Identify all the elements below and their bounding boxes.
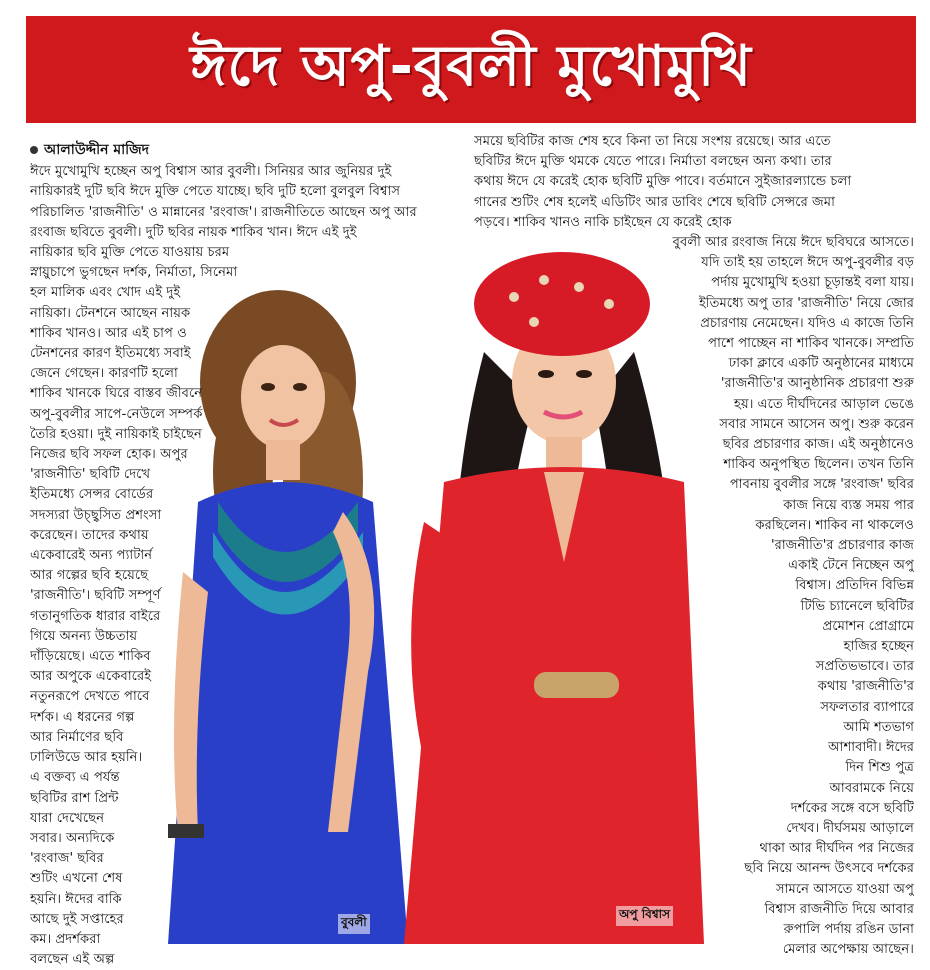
text-line: গিয়ে অনন্য উচ্চতায় — [30, 628, 138, 644]
text-line: রুপালি পর্দায় রঙিন ডানা — [783, 921, 914, 937]
text-line: একাই টেনে নিচ্ছেন অপু — [788, 558, 914, 574]
text-line: 'রাজনীতি'র আনুষ্ঠানিক প্রচারণা শুরু — [720, 376, 914, 392]
caption-bubly: বুবলী — [338, 914, 370, 934]
text-line: ছবিটির ঈদে মুক্তি থমকে যেতে পারে। নির্মাতা বলছেন অন্য কথা। তার — [474, 154, 832, 170]
text-line: হাজির হচ্ছেন — [843, 639, 914, 655]
text-line: ঢাকা ক্লাবে একটি অনুষ্ঠানের মাধ্যমে — [728, 356, 914, 372]
text-line: নায়িকা। টেনশনে আছেন নায়ক — [30, 305, 191, 321]
text-line: ছবির প্রচারণার কাজ। এই অনুষ্ঠানেও — [722, 437, 914, 453]
text-line: আমি শতভাগ — [843, 719, 914, 735]
text-line: বুবলী আর রংবাজ নিয়ে ঈদে ছবিঘরে আসতে। — [672, 235, 914, 251]
text-line: দর্শকের সঙ্গে বসে ছবিটি — [790, 800, 914, 816]
text-line: শাকিব খানকে ঘিরে বাস্তব জীবনে — [30, 386, 203, 402]
text-line: আর অপুকে একেবারেই — [30, 669, 152, 685]
text-line: দিন শিশু পুত্র — [845, 760, 914, 776]
text-line: বিশ্বাস। প্রতিদিন বিভিন্ন — [795, 578, 914, 594]
text-line: সবার। অন্যদিকে — [30, 830, 115, 846]
text-line: শাকিব অনুপস্থিত ছিলেন। তখন তিনি — [723, 457, 914, 473]
text-line: পাশে পাচ্ছেন না শাকিব খানকে। সম্প্রতি — [708, 336, 914, 352]
text-line: সফলতার ব্যাপারে — [820, 699, 914, 715]
text-line: টেনশনের কারণ ইতিমধ্যে সবাই — [30, 346, 191, 362]
text-line: ইতিমধ্যে সেন্সর বোর্ডের — [30, 487, 154, 503]
text-line: যারা দেখেছেন — [30, 810, 105, 826]
text-line: নায়িকারই দুটি ছবি ঈদে মুক্তি পেতে যাচ্ছে। ছবি দুটি হলো বুলবুল বিশ্বাস — [30, 184, 401, 200]
text-line: আর গল্পের ছবি হয়েছে — [30, 568, 149, 584]
text-line: রংবাজ ছবিতে বুবলী। দুটি ছবির নায়ক শাকিব খান। ঈদে এই দুই — [30, 224, 357, 240]
byline-author: আলাউদ্দীন মাজিদ — [44, 142, 150, 158]
text-line: ইতিমধ্যে অপু তার 'রাজনীতি' নিয়ে জোর — [698, 295, 914, 311]
text-line: হয়নি। ঈদের বাকি — [30, 891, 122, 907]
text-line: সদস্যরা উচ্ছ্বসিত প্রশংসা — [30, 507, 162, 523]
text-line: পাবনায় বুবলীর সঙ্গে 'রংবাজ' ছবির — [729, 477, 914, 493]
bullet-icon — [30, 146, 38, 154]
text-line: ঈদে মুখোমুখি হচ্ছেন অপু বিশ্বাস আর বুবলী। সিনিয়র আর জুনিয়র দুই — [30, 164, 392, 180]
text-line: সময়ে ছবিটির কাজ শেষ হবে কিনা তা নিয়ে সংশয় রয়েছে। আর এতে — [474, 134, 831, 149]
text-line: করেছেন। তাদের কথায় — [30, 527, 149, 543]
text-line: গতানুগতিক ধারার বাইরে — [30, 608, 161, 624]
text-line: নিজের ছবি সফল হোক। অপুর — [30, 447, 188, 463]
text-line: দেখব। দীর্ঘসময় আড়ালে — [786, 820, 914, 836]
text-line: সবার সামনে আসেন অপু। শুরু করেন — [719, 416, 914, 432]
text-line: আবরামকে নিয়ে — [829, 780, 914, 796]
text-line: হল মালিক এবং খোদ এই দুই — [30, 285, 181, 301]
text-line: 'রাজনীতি'র প্রচারণার কাজ — [770, 538, 914, 554]
text-line: পরিচালিত 'রাজনীতি' ও মান্নানের 'রংবাজ'। রাজনীতিতে আছেন অপু আর — [30, 204, 417, 220]
text-line: পড়বে। শাকিব খানও নাকি চাইছেন যে করেই হোক — [474, 214, 732, 230]
text-line: শুটিং এখনো শেষ — [30, 871, 123, 887]
text-line: জেনে গেছেন। কারণটি হলো — [30, 366, 178, 382]
text-line: আশাবাদী। ঈদের — [828, 740, 914, 756]
text-line: পর্দায় মুখোমুখি হওয়া চূড়ান্তই বলা যায়। — [711, 275, 914, 291]
text-line: প্রচারণায় নেমেছেন। যদিও এ কাজে তিনি — [700, 315, 914, 331]
text-line: কথায় ঈদে যে করেই হোক ছবিটি মুক্তি পাবে। বর্তমানে সুইজারল্যান্ডে চলা — [474, 174, 852, 190]
text-line: হয়। এতে দীর্ঘদিনের আড়াল ভেঙে — [734, 396, 914, 412]
text-line: তৈরি হওয়া। দুই নায়িকাই চাইছেন — [30, 426, 202, 442]
text-line: আছে দুই সপ্তাহের — [30, 911, 124, 927]
text-line: একেবারেই অন্য প্যাটার্ন — [30, 548, 153, 564]
text-line: দাঁড়িয়েছে। এতে শাকিব — [30, 649, 151, 665]
text-line: 'রাজনীতি'। ছবিটি সম্পূর্ণ — [30, 588, 161, 604]
text-line: প্রমোশন প্রোগ্রামে — [822, 618, 914, 634]
text-line: ঢালিউডে আর হয়নি। — [30, 750, 143, 766]
text-line: কাজ নিয়ে ব্যস্ত সময় পার — [783, 497, 914, 513]
caption-apu-biswas: অপু বিশ্বাস — [616, 906, 673, 926]
text-line: দর্শক। এ ধরনের গল্প — [30, 709, 135, 725]
text-line: থাকা আর দীর্ঘদিন পর নিজের — [759, 841, 914, 857]
text-line: 'রংবাজ' ছবির — [30, 851, 104, 867]
text-line: অপু-বুবলীর সাপে-নেউলে সম্পর্ক — [30, 406, 203, 422]
article-column-right — [474, 132, 914, 958]
text-line: বলছেন এই অল্প — [30, 952, 115, 968]
text-line: বিশ্বাস রাজনীতি দিয়ে আবার — [764, 901, 914, 917]
text-line: ছবিটির রাশ প্রিন্ট — [30, 790, 119, 806]
text-line: করছিলেন। শাকিব না থাকলেও — [755, 517, 914, 533]
headline: ঈদে অপু-বুবলী মুখোমুখি — [190, 33, 752, 99]
text-line: কম। প্রদর্শকরা — [30, 931, 101, 947]
text-line: সামনে আসতে যাওয়া অপু — [776, 881, 914, 897]
article-column-left — [30, 140, 470, 968]
text-line: এ বক্তব্য এ পর্যন্ত — [30, 770, 120, 786]
text-line: সপ্রতিভভাবে। তার — [815, 659, 914, 675]
text-line: গানের শুটিং শেষ হলেই এডিটিং আর ডাবিং শেষে ছবিটি সেন্সরে জমা — [474, 194, 835, 210]
text-line: যদি তাই হয় তাহলে ঈদে অপু-বুবলীর বড় — [701, 255, 914, 271]
headline-banner — [26, 16, 916, 123]
text-line: ছবি নিয়ে আনন্দ উৎসবে দর্শকের — [744, 861, 914, 877]
text-line: কথায় 'রাজনীতি'র — [817, 679, 914, 695]
text-line: নায়িকার ছবি মুক্তি পেতে যাওয়ায় চরম — [30, 245, 230, 261]
left-column-text — [30, 162, 470, 970]
text-line: টিভি চ্যানেলে ছবিটির — [800, 598, 914, 614]
right-column-text — [474, 132, 914, 960]
text-line: শাকিব খানও। আর এই চাপ ও — [30, 325, 187, 341]
byline — [30, 140, 470, 160]
text-line: আর নির্মাণের ছবি — [30, 729, 124, 745]
text-line: 'রাজনীতি' ছবিটি দেখে — [30, 467, 151, 483]
text-line: নতুনরূপে দেখতে পাবে — [30, 689, 150, 705]
text-line: স্নায়ুচাপে ভুগছেন দর্শক, নির্মাতা, সিনেমা — [30, 265, 238, 281]
text-line: মেলার অপেক্ষায় আছেন। — [782, 942, 914, 958]
